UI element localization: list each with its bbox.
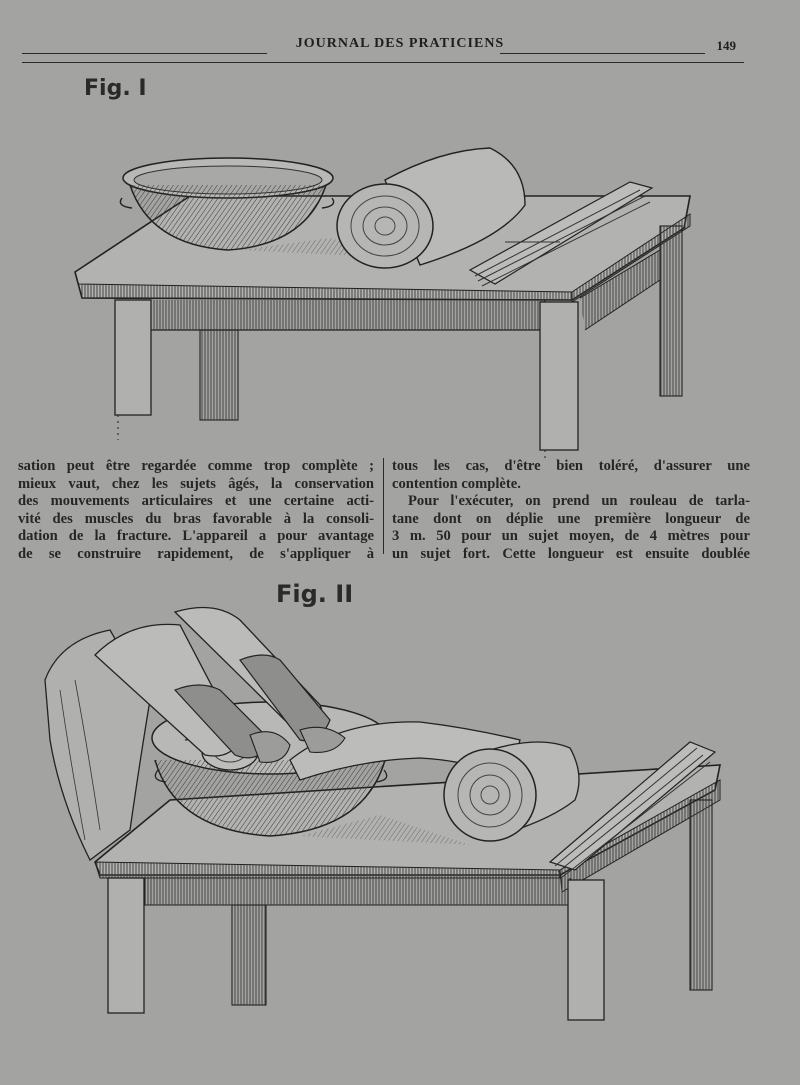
right-line-4: tane dont on déplie une première longueur de <box>392 510 750 527</box>
column-divider <box>383 458 384 554</box>
right-line-1: tous les cas, d'être bien toléré, d'assurer une <box>392 458 750 474</box>
right-line-2: contention complète. <box>392 475 521 492</box>
left-line-1: sation peut être regardée comme trop complète ; <box>18 458 374 474</box>
figure-2-label: Fig. II <box>276 580 354 608</box>
right-line-5: 3 m. 50 pour un sujet moyen, de 4 mètres pour <box>392 528 750 545</box>
left-text-column <box>18 458 374 564</box>
left-line-6: de se construire rapidement, de s'appliquer à <box>18 545 374 562</box>
left-line-3: des mouvements articulaires et une certaine acti- <box>18 493 374 510</box>
figure-1-illustration <box>0 0 800 460</box>
figure-1-label: Fig. I <box>84 76 147 101</box>
right-line-3: Pour l'exécuter, on prend un rouleau de tarla- <box>408 493 750 510</box>
left-line-5: dation de la fracture. L'appareil a pour avantage <box>18 528 374 545</box>
left-line-4: vité des muscles du bras favorable à la consoli- <box>18 510 374 527</box>
right-text-column <box>392 458 750 564</box>
left-line-2: mieux vaut, chez les sujets âgés, la conservation <box>18 475 374 492</box>
right-line-6: un sujet fort. Cette longueur est ensuite doublée <box>392 545 750 562</box>
figure-2-illustration <box>0 560 800 1085</box>
page-number: 149 <box>716 38 736 53</box>
running-head: JOURNAL DES PRATICIENS <box>295 36 505 51</box>
